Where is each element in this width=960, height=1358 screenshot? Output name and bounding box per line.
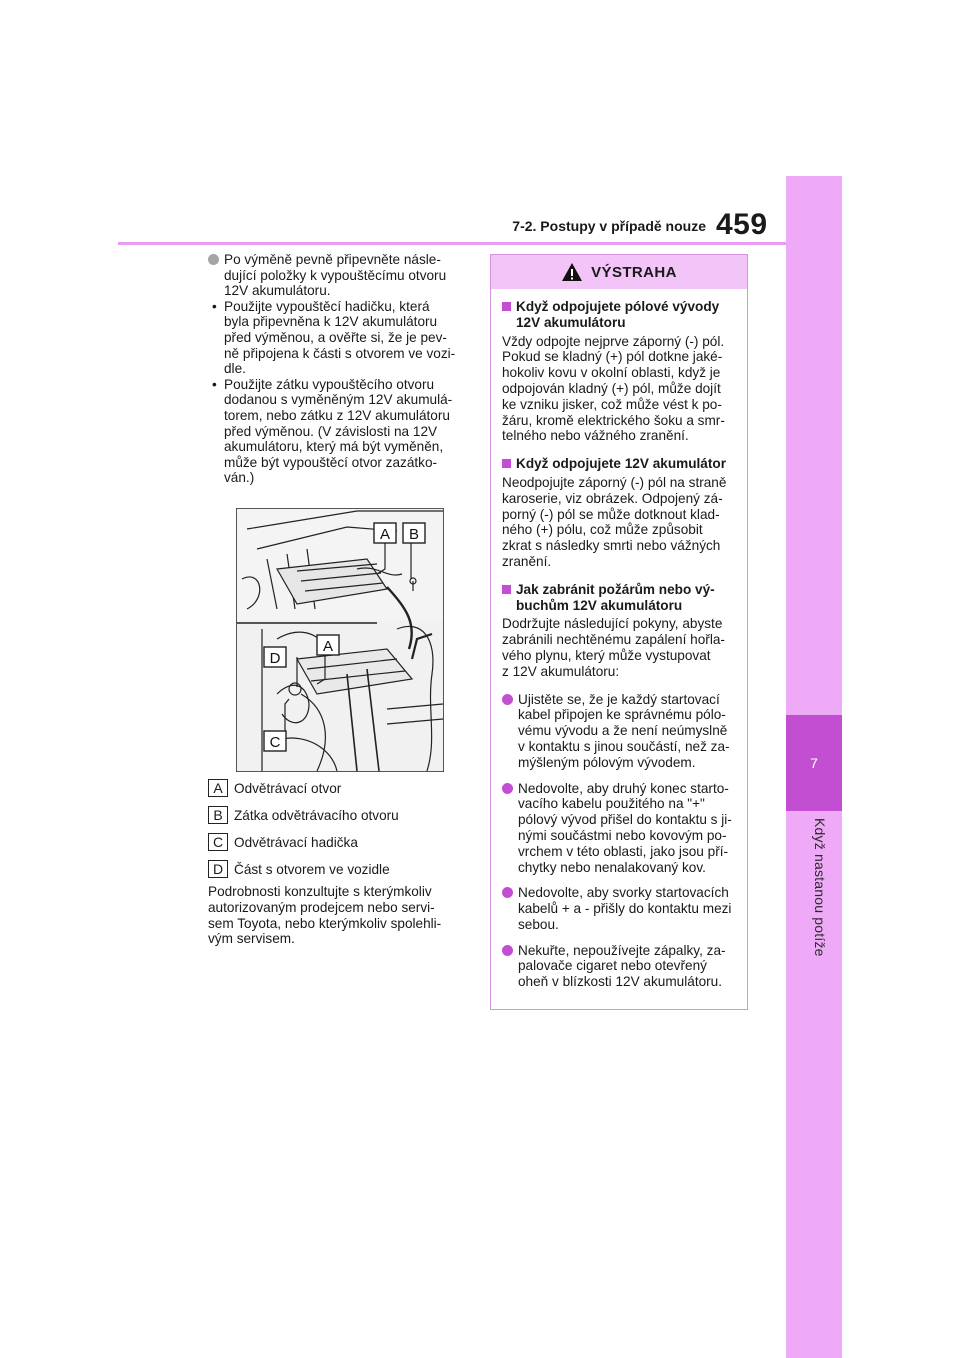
sub-bullet: • [212,376,217,392]
warning-bullet [502,943,737,990]
text-line: zranění. [502,553,552,569]
warning-heading [502,456,737,472]
warning-bullet [502,885,737,932]
warning-box [490,254,748,1010]
callout-a-lower: A [322,638,334,655]
text-line: zkrat s následky smrti nebo vážných [502,538,721,554]
text-line: autorizovaným prodejcem nebo servi- [208,899,435,915]
bullet-dot-icon [208,254,219,265]
legend-text: Odvětrávací otvor [234,780,342,796]
section-title: 7-2. Postupy v případě nouze [512,218,706,234]
text-line: porný (-) pól se může dotknout klad- [502,506,720,522]
sub-bullet: • [212,298,217,314]
warning-paragraph [502,616,737,679]
callout-d: D [269,650,281,667]
text-line: Neodpojujte záporný (-) pól na straně [502,474,727,490]
text-line: Když odpojujete 12V akumulátor [516,456,726,472]
text-line: dující položky k vypouštěcímu otvoru [224,267,447,283]
text-line: sebou. [518,916,559,932]
legend-letter: B [208,806,228,824]
text-line: 12V akumulátoru [516,314,626,330]
warning-bullet [502,692,737,771]
text-line: ván.) [224,470,255,486]
bullet-item [208,252,470,299]
text-line: dle. [224,361,246,377]
bullet-dot-icon [502,694,513,705]
text-line: Vždy odpojte nejprve záporný (-) pól. [502,333,725,349]
page-number: 459 [716,208,768,241]
callout-a-top: A [379,526,391,543]
callout-c: C [269,734,281,751]
illustration-drawing [237,509,443,771]
warning-bullet [502,781,737,876]
text-line: kabelů + a - přišly do kontaktu mezi [518,901,732,917]
sub-item [208,299,470,377]
text-line: pólový vývod přišel do kontaktu s ji- [518,812,732,828]
text-line: žáru, kromě elektrického šoku a smr- [502,412,725,428]
text-line: Použijte vypouštěcí hadičku, která [224,298,430,314]
text-line: vrchem v této oblasti, jako jsou pří- [518,843,729,859]
text-line: v kontaktu s jinou součástí, než za- [518,738,730,754]
text-line: zabránili nechtěnému zapálení hořla- [502,632,725,648]
text-line: před výměnou, a ověřte si, že je pev- [224,329,447,345]
text-line: Dodržujte následující pokyny, abyste [502,616,723,632]
left-column [208,252,470,486]
bullet-dot-icon [502,783,513,794]
text-line: telného nebo vážného zranění. [502,428,689,444]
text-line: torem, nebo zátku z 12V akumulátoru [224,407,450,423]
text-line: vým servisem. [208,931,295,947]
warning-title: VÝSTRAHA [591,263,677,281]
text-line: může být vypouštěcí otvor zazátko- [224,454,438,470]
text-line: ně připojena k části s otvorem ve vozi- [224,345,456,361]
sub-item [208,377,470,486]
text-line: Když odpojujete pólové vývody [516,299,720,314]
legend-text: Část s otvorem ve vozidle [234,861,390,877]
text-line: Podrobnosti konzultujte s kterýmkoliv [208,884,432,899]
text-line: vacího kabelu použitého na "+" [518,796,705,812]
text-line: vému vývodu a že není neúmyslně [518,723,728,739]
warning-paragraph [502,334,737,445]
text-line: mýšleným pólovým vývodem. [518,754,696,770]
square-bullet-icon [502,585,511,594]
legend-item [208,805,470,825]
legend-text: Odvětrávací hadička [234,834,358,850]
text-line: buchům 12V akumulátoru [516,597,683,613]
bullet-dot-icon [502,945,513,956]
text-line: Nedovolte, aby svorky startovacích [518,885,729,901]
warning-triangle-icon [561,262,583,282]
text-line: Nekuřte, nepoužívejte zápalky, za- [518,942,726,958]
square-bullet-icon [502,459,511,468]
text-line: Po výměně pevně připevněte násle- [224,252,441,267]
text-line: oheň v blízkosti 12V akumulátoru. [518,974,723,990]
square-bullet-icon [502,302,511,311]
warning-heading [502,582,737,614]
text-line: Ujistěte se, že je každý startovací [518,691,720,707]
chapter-number: 7 [786,715,842,811]
text-line: Použijte zátku vypouštěcího otvoru [224,376,435,392]
legend-item [208,832,470,852]
figure-legend [208,778,470,886]
bullet-dot-icon [502,887,513,898]
warning-paragraph [502,475,737,570]
legend-item [208,859,470,879]
text-line: sem Toyota, nebo kterýmkoliv spolehli- [208,915,442,931]
legend-letter: D [208,860,228,878]
text-line: ke vzniku jisker, což může vést k po- [502,396,722,412]
text-line: 12V akumulátoru. [224,283,331,299]
text-line: ného (+) pólu, což může způsobit [502,522,703,538]
text-line: Nedovolte, aby druhý konec starto- [518,780,729,796]
legend-item [208,778,470,798]
legend-text: Zátka odvětrávacího otvoru [234,807,399,823]
text-line: palovače cigaret nebo otevřený [518,958,707,974]
consult-paragraph [208,884,470,947]
text-line: hokoliv kovu v okolní oblasti, když je [502,365,721,381]
text-line: z 12V akumulátoru: [502,663,620,679]
legend-letter: A [208,779,228,797]
text-line: odpojován kladný (+) pól, může dojít [502,380,721,396]
warning-heading [502,299,737,331]
text-line: Pokud se kladný (+) pól dotkne jaké- [502,349,723,365]
header-rule [118,242,786,245]
warning-header [491,255,747,289]
text-line: nými součástmi nebo kovovým po- [518,827,727,843]
text-line: karoserie, viz obrázek. Odpojený zá- [502,490,723,506]
legend-letter: C [208,833,228,851]
text-line: byla připevněna k 12V akumulátoru [224,314,438,330]
warning-body [491,289,747,990]
text-line: vého plynu, který může vystupovat [502,647,711,663]
callout-b-top: B [408,526,420,543]
text-line: chytky nebo nenalakovaný kov. [518,859,706,875]
text-line: akumulátoru, který má být vyměněn, [224,439,444,455]
battery-vent-illustration [236,508,444,772]
text-line: kabel připojen ke správnému pólo- [518,707,726,723]
text-line: před výměnou. (V závislosti na 12V [224,423,438,439]
chapter-title: Když nastanou potíže [812,818,828,957]
text-line: Jak zabránit požárům nebo vý- [516,581,715,597]
text-line: dodanou s vyměněným 12V akumulá- [224,392,453,408]
